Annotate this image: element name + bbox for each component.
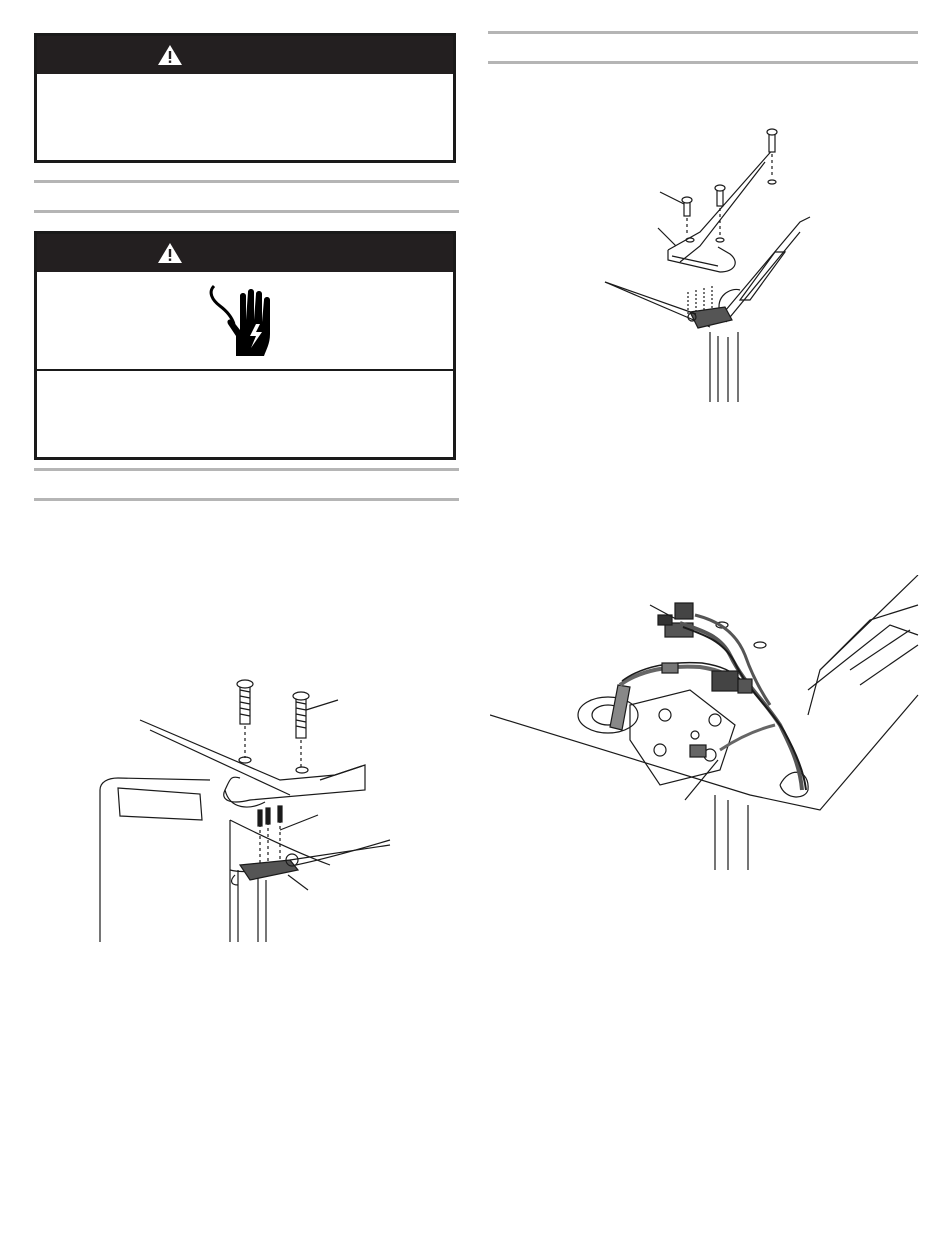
warning-header-2 (37, 234, 453, 272)
section-rule (34, 468, 459, 471)
figure-wiring-harness (490, 575, 920, 875)
warning-box-2 (34, 231, 456, 460)
electrical-shock-hand-icon (202, 278, 292, 358)
section-rule (34, 180, 459, 183)
section-rule (488, 61, 918, 64)
warning-divider (37, 369, 453, 371)
figure-hinge-right (600, 122, 820, 407)
section-rule (34, 210, 459, 213)
warning-box-1 (34, 33, 456, 163)
section-rule (34, 498, 459, 501)
warning-header-1 (37, 36, 453, 74)
figure-hinge-left (90, 670, 410, 950)
section-rule (488, 31, 918, 34)
warning-triangle-icon (157, 44, 183, 66)
warning-triangle-icon (157, 242, 183, 264)
